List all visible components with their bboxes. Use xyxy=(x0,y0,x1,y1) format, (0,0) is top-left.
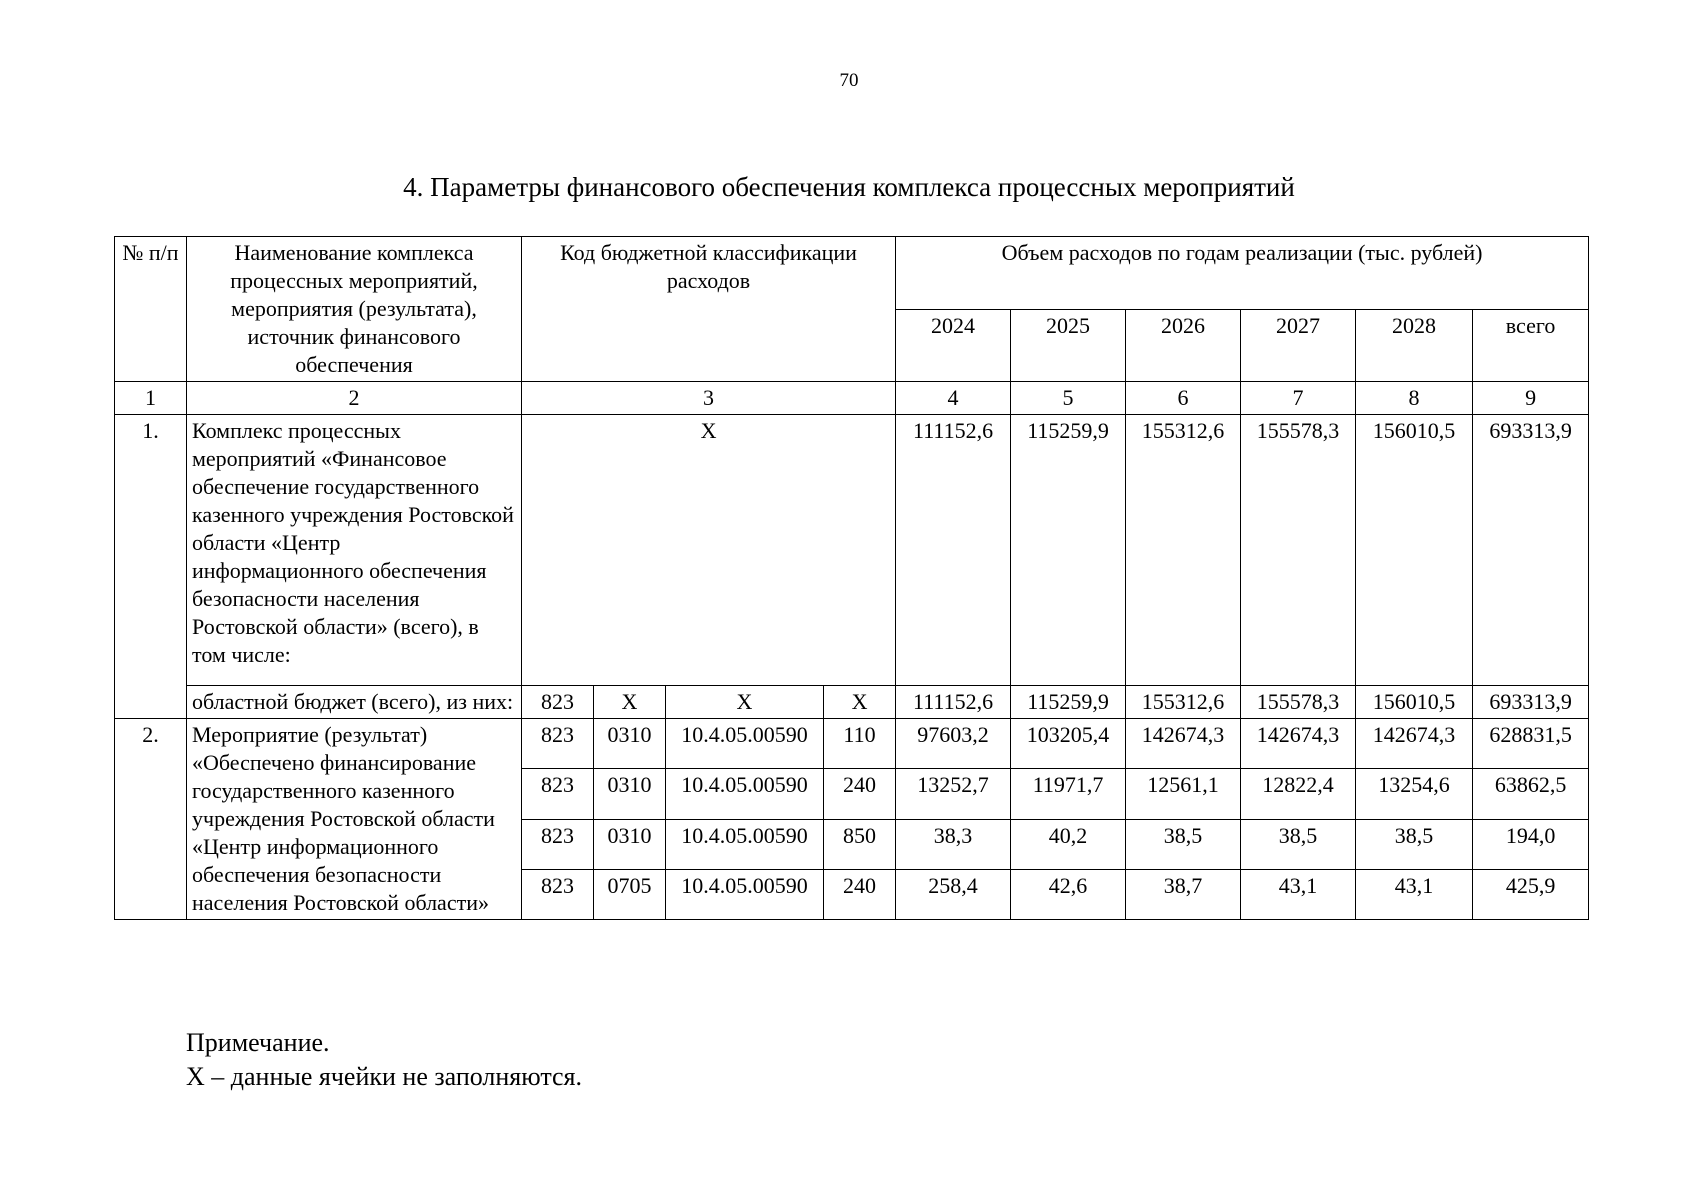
value-cell: 40,2 xyxy=(1011,819,1126,869)
value-cell: 111152,6 xyxy=(896,415,1011,686)
value-cell: 693313,9 xyxy=(1473,415,1589,686)
header-year: 2028 xyxy=(1356,309,1473,382)
code-cell: X xyxy=(594,686,666,719)
value-cell: 155578,3 xyxy=(1241,415,1356,686)
column-number-row xyxy=(115,382,1589,415)
column-number: 5 xyxy=(1011,382,1126,415)
code-cell: X xyxy=(824,686,896,719)
row-number: 2. xyxy=(115,719,187,920)
column-number: 3 xyxy=(522,382,896,415)
row-name: Комплекс процессных мероприятий «Финансовое обеспечение государственного казенного учреждения Ростовской области «Центр информационного обеспечения безопасности населения Ростовской области» (всего), в том числе: xyxy=(187,415,522,686)
note xyxy=(186,1026,582,1094)
column-number: 8 xyxy=(1356,382,1473,415)
code-cell: 110 xyxy=(824,719,896,769)
value-cell: 111152,6 xyxy=(896,686,1011,719)
financing-table xyxy=(114,236,1589,920)
value-cell: 155578,3 xyxy=(1241,686,1356,719)
column-number: 4 xyxy=(896,382,1011,415)
code-cell: 240 xyxy=(824,769,896,819)
row-name: Мероприятие (результат) «Обеспечено финансирование государственного казенного учреждения Ростовской области «Центр информационного обеспечения безопасности населения Ростовской области» xyxy=(187,719,522,920)
column-number: 1 xyxy=(115,382,187,415)
code-cell: 10.4.05.00590 xyxy=(666,869,824,919)
header-volume: Объем расходов по годам реализации (тыс. рублей) xyxy=(896,237,1589,310)
code-cell: 850 xyxy=(824,819,896,869)
code-cell: 10.4.05.00590 xyxy=(666,819,824,869)
value-cell: 11971,7 xyxy=(1011,769,1126,819)
value-cell: 142674,3 xyxy=(1241,719,1356,769)
value-cell: 156010,5 xyxy=(1356,415,1473,686)
code-cell: 823 xyxy=(522,769,594,819)
value-cell: 63862,5 xyxy=(1473,769,1589,819)
value-cell: 142674,3 xyxy=(1126,719,1241,769)
value-cell: 103205,4 xyxy=(1011,719,1126,769)
note-text: X – данные ячейки не заполняются. xyxy=(186,1062,583,1091)
row-name: областной бюджет (всего), из них: xyxy=(187,686,522,719)
table-row xyxy=(115,415,1589,686)
code-cell: 823 xyxy=(522,819,594,869)
table-row xyxy=(115,686,1589,719)
value-cell: 43,1 xyxy=(1241,869,1356,919)
value-cell: 115259,9 xyxy=(1011,415,1126,686)
value-cell: 12822,4 xyxy=(1241,769,1356,819)
value-cell: 693313,9 xyxy=(1473,686,1589,719)
value-cell: 38,3 xyxy=(896,819,1011,869)
code-cell: 0705 xyxy=(594,869,666,919)
code-cell: 10.4.05.00590 xyxy=(666,719,824,769)
value-cell: 628831,5 xyxy=(1473,719,1589,769)
value-cell: 194,0 xyxy=(1473,819,1589,869)
header-no: № п/п xyxy=(115,237,187,382)
value-cell: 155312,6 xyxy=(1126,415,1241,686)
row-code: X xyxy=(522,415,896,686)
header-year: 2025 xyxy=(1011,309,1126,382)
value-cell: 425,9 xyxy=(1473,869,1589,919)
value-cell: 38,5 xyxy=(1241,819,1356,869)
value-cell: 156010,5 xyxy=(1356,686,1473,719)
value-cell: 115259,9 xyxy=(1011,686,1126,719)
value-cell: 43,1 xyxy=(1356,869,1473,919)
value-cell: 38,5 xyxy=(1126,819,1241,869)
value-cell: 12561,1 xyxy=(1126,769,1241,819)
code-cell: 823 xyxy=(522,869,594,919)
value-cell: 38,5 xyxy=(1356,819,1473,869)
code-cell: 10.4.05.00590 xyxy=(666,769,824,819)
code-cell: X xyxy=(666,686,824,719)
header-year: 2024 xyxy=(896,309,1011,382)
code-cell: 240 xyxy=(824,869,896,919)
value-cell: 155312,6 xyxy=(1126,686,1241,719)
value-cell: 97603,2 xyxy=(896,719,1011,769)
column-number: 2 xyxy=(187,382,522,415)
row-number: 1. xyxy=(115,415,187,719)
note-heading: Примечание. xyxy=(186,1028,330,1057)
value-cell: 13252,7 xyxy=(896,769,1011,819)
value-cell: 42,6 xyxy=(1011,869,1126,919)
header-code: Код бюджетной классификации расходов xyxy=(522,237,896,382)
code-cell: 0310 xyxy=(594,719,666,769)
header-year: 2027 xyxy=(1241,309,1356,382)
code-cell: 823 xyxy=(522,686,594,719)
value-cell: 142674,3 xyxy=(1356,719,1473,769)
value-cell: 258,4 xyxy=(896,869,1011,919)
column-number: 9 xyxy=(1473,382,1589,415)
header-total: всего xyxy=(1473,309,1589,382)
document-title: 4. Параметры финансового обеспечения комплекса процессных мероприятий xyxy=(403,172,1295,202)
value-cell: 38,7 xyxy=(1126,869,1241,919)
code-cell: 0310 xyxy=(594,769,666,819)
code-cell: 823 xyxy=(522,719,594,769)
page-number: 70 xyxy=(839,70,859,91)
header-year: 2026 xyxy=(1126,309,1241,382)
value-cell: 13254,6 xyxy=(1356,769,1473,819)
header-row-1 xyxy=(115,237,1589,310)
code-cell: 0310 xyxy=(594,819,666,869)
table-row xyxy=(115,719,1589,769)
header-name: Наименование комплекса процессных мероприятий, мероприятия (результата), источник финансового обеспечения xyxy=(187,237,522,382)
column-number: 6 xyxy=(1126,382,1241,415)
column-number: 7 xyxy=(1241,382,1356,415)
